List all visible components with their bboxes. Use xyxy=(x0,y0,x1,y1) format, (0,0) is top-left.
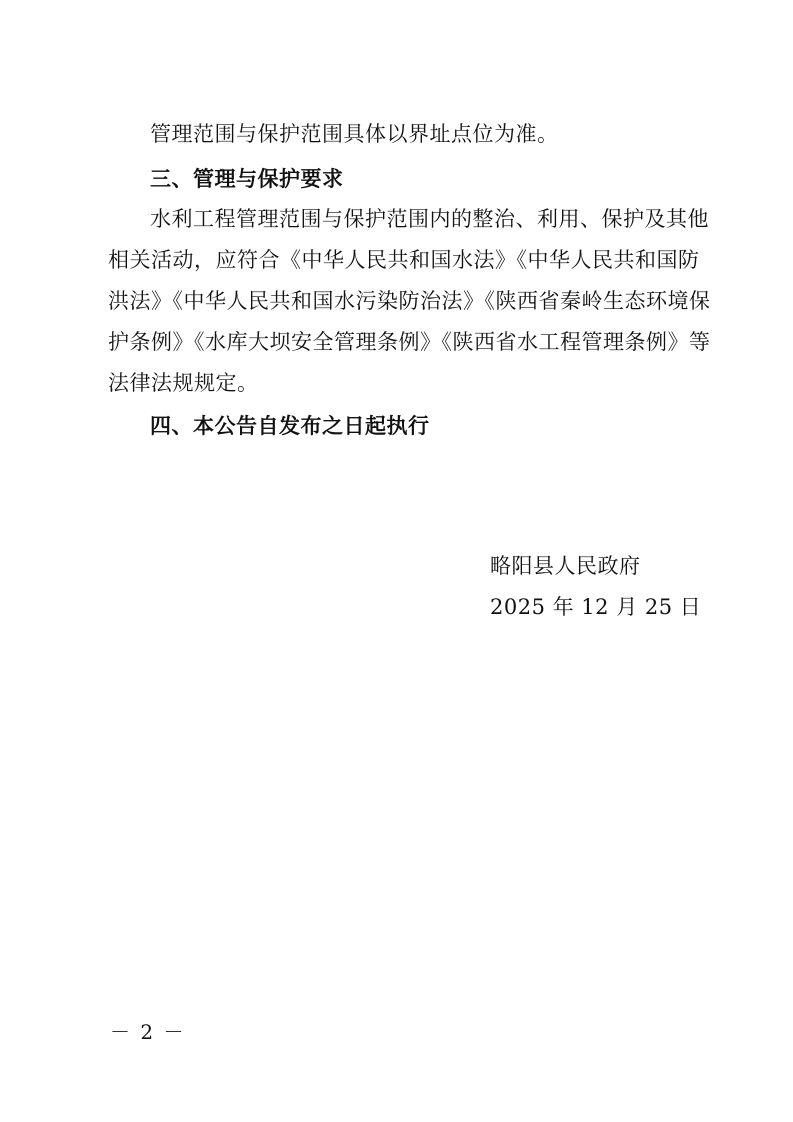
section-heading-4: 四、本公告自发布之日起执行 xyxy=(150,414,430,438)
paragraph-line: 管理范围与保护范围具体以界址点位为准。 xyxy=(150,122,559,146)
paragraph-line: 法律法规规定。 xyxy=(108,371,259,395)
paragraph-boundary-note xyxy=(108,114,713,155)
paragraph-line: 护条例》《水库大坝安全管理条例》《陕西省水工程管理条例》等 xyxy=(108,330,711,354)
issuer-name: 略阳县人民政府 xyxy=(490,554,641,578)
paragraph-requirements xyxy=(108,199,713,404)
page-number: － 2 － xyxy=(110,1020,186,1044)
paragraph-line: 水利工程管理范围与保护范围内的整治、利用、保护及其他 xyxy=(150,207,709,231)
paragraph-line: 相关活动，应符合《中华人民共和国水法》《中华人民共和国防 xyxy=(108,248,700,272)
paragraph-line: 洪法》《中华人民共和国水污染防治法》《陕西省秦岭生态环境保 xyxy=(108,289,711,313)
issue-date: 2025 年 12 月 25 日 xyxy=(490,595,702,619)
section-heading-3: 三、管理与保护要求 xyxy=(150,167,344,191)
